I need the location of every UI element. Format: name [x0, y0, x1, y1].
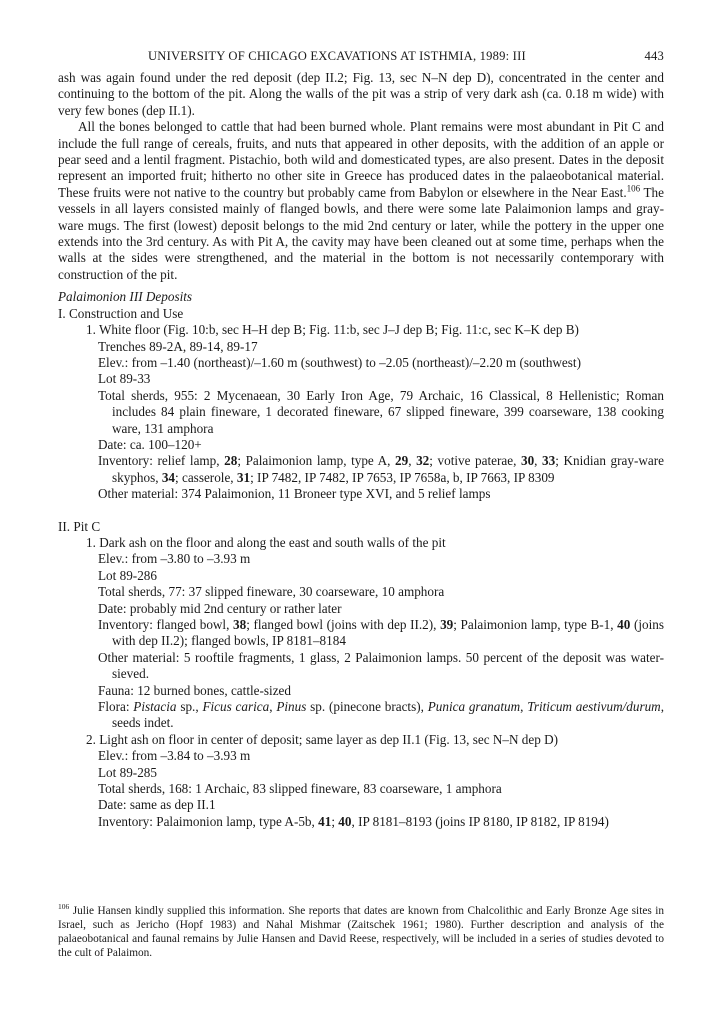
deposit-ii1-title: 1. Dark ash on the floor and along the east and south walls of the pit	[86, 534, 446, 550]
deposit-ii1-lot: Lot 89-286	[98, 567, 157, 583]
catalog-number: 39	[440, 617, 454, 632]
inventory-text: ; casserole,	[175, 469, 237, 485]
inventory-text: ; Knidian gray-ware skyphos,	[112, 453, 664, 485]
inventory-text: , IP 8181–8193 (joins IP 8180, IP 8182, IP 8194)	[351, 813, 609, 829]
paragraph-2	[58, 119, 664, 283]
deposit-i1-inventory	[58, 453, 664, 486]
inventory-text: (joins with dep II.2); flanged bowls, IP 8181–8184	[112, 617, 665, 649]
catalog-number: 38	[233, 617, 247, 632]
page-body	[58, 48, 664, 830]
inventory-text: ,	[408, 453, 417, 469]
catalog-number: 31	[236, 469, 251, 485]
inventory-text: ; flanged bowl (joins with dep II.2),	[246, 617, 441, 632]
deposit-ii2-elevation: Elev.: from –3.84 to –3.93 m	[98, 748, 251, 764]
deposit-ii2-date: Date: same as dep II.1	[98, 797, 216, 813]
deposit-i1-lot: Lot 89-33	[98, 371, 151, 387]
catalog-number: 34	[161, 469, 176, 485]
deposit-ii2-sherds: Total sherds, 168: 1 Archaic, 83 slipped fineware, 83 coarseware, 1 amphora	[98, 781, 502, 797]
deposit-ii2-title: 2. Light ash on floor in center of deposit; same layer as dep II.1 (Fig. 13, sec N–N dep D)	[86, 731, 559, 747]
paragraph-1: ash was again found under the red deposit (dep II.2; Fig. 13, sec N–N dep D), concentrated in the center and continuing to the bottom of the pit. Along the walls of the pit was a strip of very dark ash (ca. 0.18 m wide) with very few bones (dep II.1).	[58, 70, 664, 118]
footnote-reference: 106	[626, 183, 641, 194]
catalog-number: 32	[416, 453, 430, 469]
deposit-ii1-date: Date: probably mid 2nd century or rather later	[98, 600, 342, 616]
section-1-heading: I. Construction and Use	[58, 305, 184, 321]
deposit-ii1-inventory	[58, 617, 664, 650]
inventory-text: ,	[534, 453, 543, 469]
inventory-text: Inventory: flanged bowl,	[98, 617, 234, 632]
deposit-ii1-sherds: Total sherds, 77: 37 slipped fineware, 30 coarseware, 10 amphora	[98, 584, 445, 600]
catalog-number: 29	[395, 453, 409, 469]
section-2-heading: II. Pit C	[58, 518, 101, 534]
flora-text: ,	[269, 699, 277, 715]
page-number: 443	[644, 49, 664, 63]
footnote-number: 106	[58, 902, 70, 912]
deposits-title: Palaimonion III Deposits	[58, 289, 193, 305]
deposit-i1-date: Date: ca. 100–120+	[98, 436, 202, 452]
taxon-name: Pistacia	[133, 699, 177, 715]
taxon-name: Ficus carica	[202, 699, 270, 715]
paragraph-2-text-a: All the bones belonged to cattle that had been burned whole. Plant remains were most abundant in Pit C and include the full range of cereals, fruits, and nuts that appeared in other deposits, with the addition of an apple or pear seed and a lentil fragment. Pistachio, both wild and domesticated types, are also present. Dates in the deposit represent an imported fruit; hitherto no other site in Greece has produced dates in the palaeobotanical material. These fruits were not native to the country but probably came from Babylon or elsewhere in the Near East.	[58, 119, 664, 200]
inventory-text: ; votive paterae,	[429, 453, 521, 469]
inventory-text: ; Palaimonion lamp, type A,	[237, 453, 396, 469]
flora-text: sp. (pinecone bracts),	[306, 699, 428, 715]
flora-text: , seeds indet.	[112, 699, 664, 731]
running-header	[58, 48, 664, 70]
flora-text: ,	[520, 699, 528, 715]
deposit-i1-sherds: Total sherds, 955: 2 Mycenaean, 30 Early Iron Age, 79 Archaic, 16 Classical, 8 Hellenistic; Roman includes 84 plain fineware, 1 decorated fineware, 67 slipped fineware, 399 coarseware, 138 cooking ware, 131 amphora	[98, 387, 664, 436]
deposit-i1-other: Other material: 374 Palaimonion, 11 Broneer type XVI, and 5 relief lamps	[98, 486, 491, 502]
deposit-ii2-inventory	[98, 814, 664, 830]
catalog-number: 30	[520, 453, 535, 469]
taxon-name: Triticum aestivum/durum	[527, 699, 661, 715]
running-title: UNIVERSITY OF CHICAGO EXCAVATIONS AT ISTHMIA, 1989: III	[148, 49, 526, 63]
catalog-number: 40	[617, 617, 631, 632]
catalog-number: 28	[224, 453, 238, 469]
flora-text: Flora:	[98, 699, 134, 715]
deposit-i1-title: 1. White floor (Fig. 10:b, sec H–H dep B; Fig. 11:b, sec J–J dep B; Fig. 11:c, sec K–K dep B)	[86, 322, 579, 338]
inventory-text: ; Palaimonion lamp, type B-1,	[453, 617, 618, 632]
taxon-name: Pinus	[276, 699, 307, 715]
footnote	[58, 904, 664, 960]
catalog-number: 33	[542, 453, 556, 469]
deposit-ii1-elevation: Elev.: from –3.80 to –3.93 m	[98, 551, 251, 567]
footnote-text: Julie Hansen kindly supplied this information. She reports that dates are known from Chalcolithic and Early Bronze Age sites in Israel, such as Jericho (Hopf 1983) and Nahal Mishmar (Zaitschek 1961; 1980). Further description and analysis of the palaeobotanical and faunal remains by Julie Hansen and David Reese, respectively, will be included in a series of studies devoted to the cult of Palaimon.	[58, 905, 664, 959]
inventory-text: Inventory: relief lamp,	[98, 453, 225, 469]
deposit-ii1-other: Other material: 5 rooftile fragments, 1 glass, 2 Palaimonion lamps. 50 percent of the deposit was water-sieved.	[98, 649, 664, 682]
paragraph-2-text-b: The vessels in all layers consisted mainly of flanged bowls, and there were some late Palaimonion lamps and gray-ware mugs. The first (lowest) deposit belongs to the mid 2nd century or later, while the pottery in the upper one extends into the 3rd century. As with Pit A, the cavity may have been cleaned out at some time, perhaps when the walls at the sides were strengthened, and the material in the bottom is not necessarily contemporary with construction of the pit.	[58, 184, 664, 282]
catalog-number: 40	[338, 813, 352, 829]
inventory-text: ; IP 7482, IP 7482, IP 7653, IP 7658a, b, IP 7663, IP 8309	[250, 469, 555, 485]
flora-text: sp.,	[176, 699, 203, 715]
deposit-ii1-fauna: Fauna: 12 burned bones, cattle-sized	[98, 682, 291, 698]
deposit-i1-trenches: Trenches 89-2A, 89-14, 89-17	[98, 338, 258, 354]
deposit-ii2-lot: Lot 89-285	[98, 764, 157, 780]
taxon-name: Punica granatum	[427, 699, 521, 715]
deposit-ii1-flora	[58, 699, 664, 732]
deposit-i1-elevation: Elev.: from –1.40 (northeast)/–1.60 m (southwest) to –2.05 (northeast)/–2.20 m (southwest)	[98, 354, 581, 370]
inventory-text: ;	[331, 813, 339, 829]
catalog-number: 41	[318, 813, 332, 829]
inventory-text: Inventory: Palaimonion lamp, type A-5b,	[98, 813, 319, 829]
